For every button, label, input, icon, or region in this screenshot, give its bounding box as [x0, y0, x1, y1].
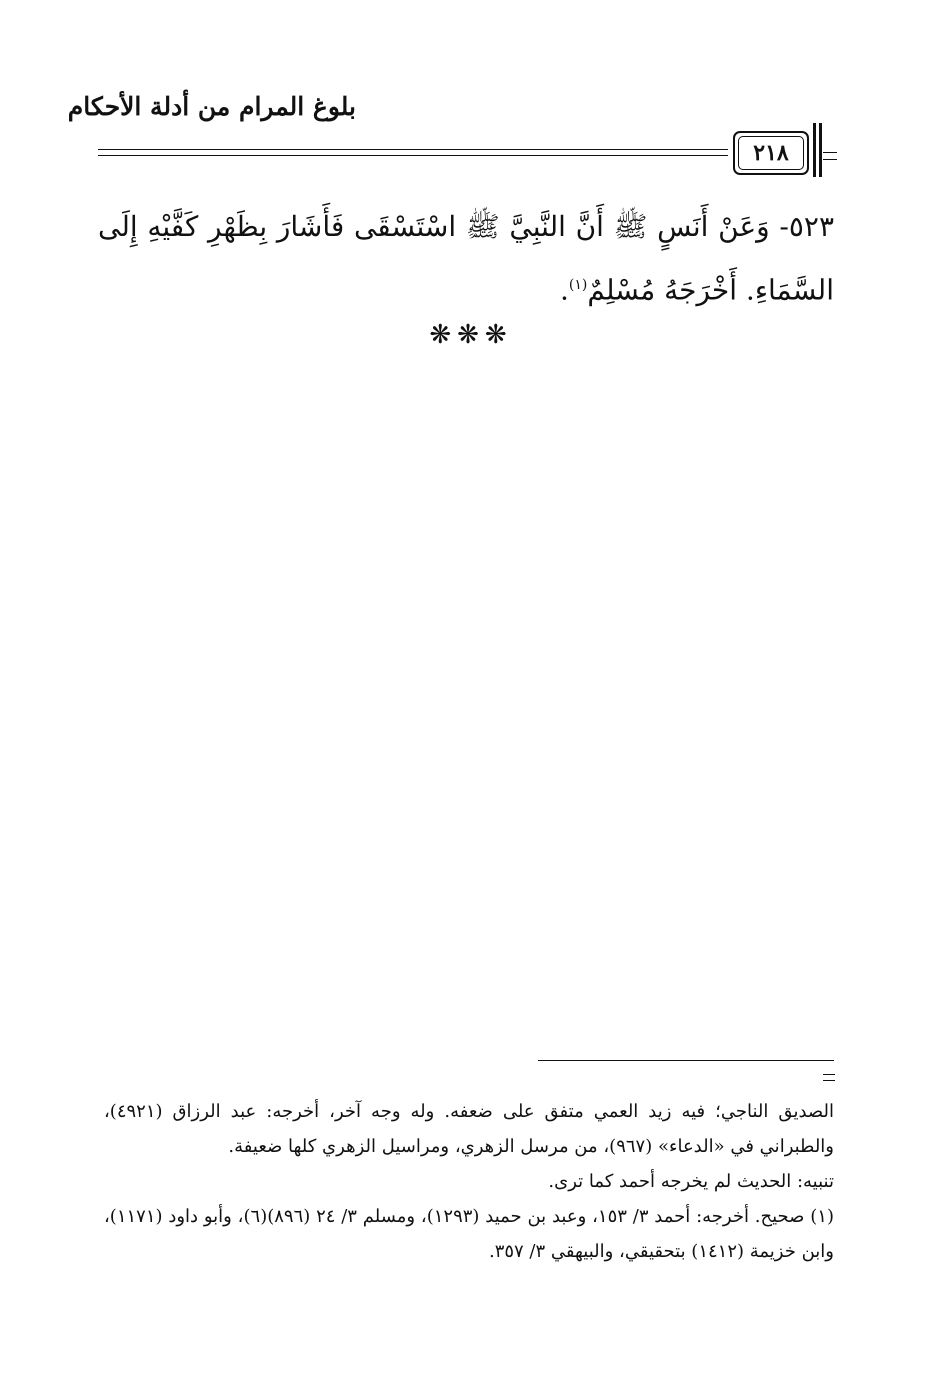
page-number: ٢١٨ [738, 136, 804, 170]
frame-bar-right [819, 123, 822, 177]
footnote-double-dash [823, 1074, 835, 1081]
hadith-text: ٥٢٣- وَعَنْ أَنَسٍ ﷺ أَنَّ النَّبِيَّ ﷺ اسْتَسْقَى فَأَشَارَ بِظَهْرِ كَفَّيْهِ إِلَى السَّمَاءِ. أَخْرَجَهُ مُسْلِمٌ [98, 210, 834, 307]
header-rule-top [98, 149, 728, 150]
footnote-1: (١) صحيح. أخرجه: أحمد ٣/ ١٥٣، وعبد بن حميد (١٢٩٣)، ومسلم ٣/ ٢٤ (٨٩٦)(٦)، وأبو داود (١١٧١)، وابن خزيمة (١٤١٢) بتحقيقي، والبيهقي ٣/ ٣٥٧. [104, 1206, 834, 1262]
footnote-note: تنبيه: الحديث لم يخرجه أحمد كما ترى. [548, 1171, 834, 1192]
page-number-frame [733, 131, 809, 175]
footnote-separator-rule [538, 1060, 834, 1061]
frame-bar-left [813, 123, 816, 177]
section-separator: ❋❋❋ [429, 320, 513, 350]
header-rule-bottom [98, 155, 728, 156]
hadith-end-mark: . [560, 273, 569, 307]
footnote-continuation: الصديق الناجي؛ فيه زيد العمي متفق على ضعفه. وله وجه آخر، أخرجه: عبد الرزاق (٤٩٢١)، والطبراني في «الدعاء» (٩٦٧)، من مرسل الزهري، ومراسيل الزهري كلها ضعيفة. [104, 1101, 834, 1157]
header-double-dash [823, 152, 837, 160]
footnote-reference: (١) [568, 277, 588, 293]
footnotes-block [104, 1094, 834, 1269]
hadith-text-block [98, 198, 834, 319]
running-header-title: بلوغ المرام من أدلة الأحكام [67, 92, 356, 121]
